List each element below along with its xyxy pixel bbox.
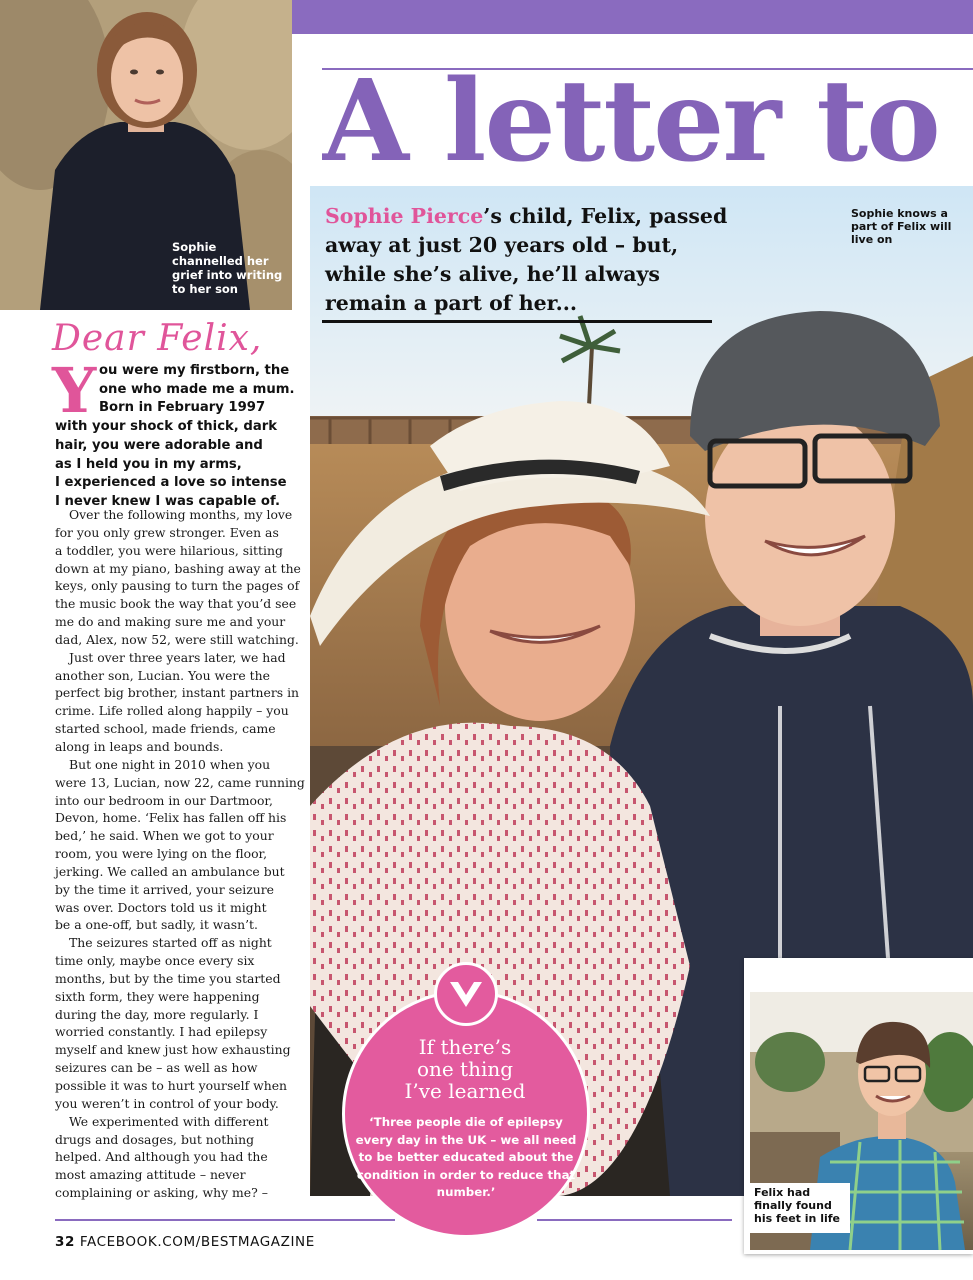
body-line: keys, only pausing to turn the pages of [55,578,300,594]
standfirst-rule [322,320,712,323]
body-line: But one night in 2010 when you [69,756,271,772]
body-line: Just over three years later, we had [69,649,286,665]
top-color-band [292,0,973,34]
body-line: another son, Lucian. You were the [55,667,270,683]
body-line: The seizures started off as night [69,935,272,951]
body-line: months, but by the time you started [55,970,281,986]
body-line: along in leaps and bounds. [55,738,224,754]
headline: A letter to [322,62,939,182]
standfirst-text: ’s child, Felix, passed away at just 20 years old – but, while she’s alive, he’ll always remain a part of her... [325,204,728,315]
body-line: Over the following months, my love [69,507,293,522]
body-line: perfect big brother, instant partners in [55,685,300,701]
quote-heading-line: If there’s [418,1035,512,1059]
body-line: dad, Alex, now 52, were still watching. [55,631,299,647]
footer-website[interactable]: FACEBOOK.COM/BESTMAGAZINE [79,1234,315,1250]
intro-line: hair, you were adorable and [55,437,263,453]
body-line: most amazing attitude – never [55,1167,246,1183]
standfirst [325,202,745,318]
standfirst-name: Sophie Pierce [325,204,484,228]
chevron-down-icon [437,965,495,1023]
body-line: the music book the way that you’d see [55,596,297,612]
letter-salutation: Dear Felix, [52,318,263,359]
body-line: you weren’t in control of your body. [55,1095,279,1111]
body-line: crime. Life rolled along happily – you [55,703,289,719]
intro-line: with your shock of thick, dark [55,419,278,435]
intro-line: one who made me a mum. [99,381,295,397]
body-line: complaining or asking, why me? – [55,1185,268,1201]
body-line: down at my piano, bashing away at the [55,560,301,576]
drop-cap: Y [52,354,97,427]
letter-body [55,506,305,1202]
body-line: bed,’ he said. When we got to your [55,828,274,844]
body-line: be a one-off, but sadly, it wasn’t. [55,917,258,933]
sophie-portrait-photo [0,0,292,310]
quote-heading [362,1036,568,1102]
intro-line: ou were my firstborn, the [99,363,290,378]
body-line: jerking. We called an ambulance but [55,863,285,879]
body-line: during the day, more regularly. I [55,1006,259,1022]
body-line: We experimented with different [69,1113,269,1129]
body-line: into our bedroom in our Dartmoor, [55,792,273,808]
body-line: myself and knew just how exhausting [55,1042,291,1058]
body-line: drugs and dosages, but nothing [55,1131,255,1147]
footer-rule [537,1219,732,1221]
body-line: helped. And although you had the [55,1149,268,1165]
quote-heading-line: one thing [416,1057,514,1081]
body-line: a toddler, you were hilarious, sitting [55,542,283,558]
intro-line: I never knew I was capable of. [55,493,280,509]
body-line: were 13, Lucian, now 22, came running [55,774,305,790]
body-line: possible it was to hurt yourself when [55,1078,288,1093]
intro-line: I experienced a love so intense [55,475,287,491]
body-line: worried constantly. I had epilepsy [55,1024,268,1040]
body-line: was over. Doctors told us it might [55,899,267,915]
quote-text: ‘Three people die of epilepsy every day in the UK – we all need to be better educated about the condition in order to reduce that number.’ [355,1115,577,1199]
main-photo-caption: Sophie knows a part of Felix will live on [851,207,952,246]
body-line: for you only grew stronger. Even as [55,524,279,540]
intro-line: Born in February 1997 [99,400,266,416]
footer-rule [55,1219,395,1221]
body-line: room, you were lying on the floor, [55,846,268,862]
felix-inset-caption: Felix had finally found his feet in life [750,1183,850,1233]
letter-intro [55,362,295,512]
body-line: started school, made friends, came [55,721,276,737]
quote-heading-line: I’ve learned [404,1079,526,1103]
body-line: seizures can be – as well as how [55,1060,258,1076]
body-line: by the time it arrived, your seizure [55,881,275,897]
intro-line: as I held you in my arms, [55,456,242,472]
quote-badge [434,962,498,1026]
body-line: me do and making sure me and your [55,614,286,630]
body-line: sixth form, they were happening [55,988,260,1004]
body-line: Devon, home. ‘Felix has fallen off his [55,810,287,826]
page-number: 32 [55,1234,75,1250]
page-footer [55,1234,315,1250]
sophie-photo-caption: Sophie channelled her grief into writing to her son [172,240,283,296]
body-line: time only, maybe once every six [55,953,255,969]
